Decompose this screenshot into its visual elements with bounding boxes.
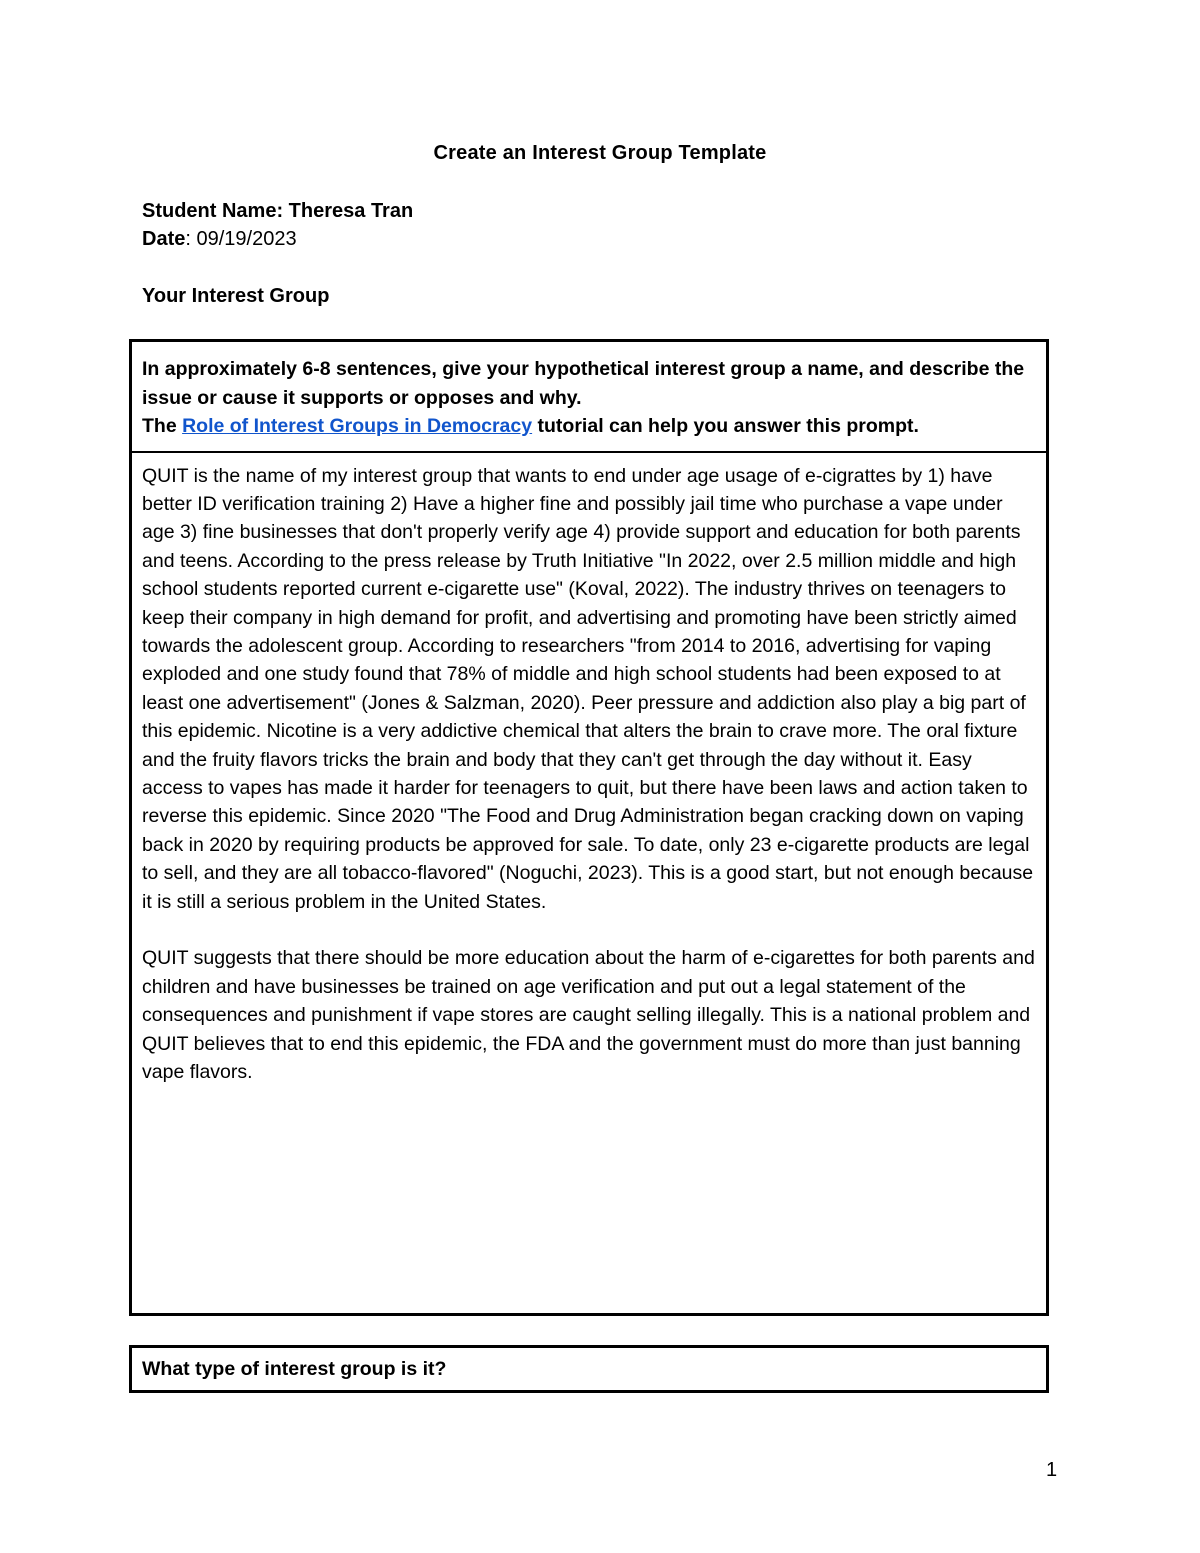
question-table — [129, 1345, 1049, 1393]
section-heading: Your Interest Group — [142, 285, 330, 307]
date-value: : 09/19/2023 — [185, 228, 297, 250]
date-line — [142, 228, 297, 251]
prompt-cell — [132, 342, 1046, 453]
question-text: What type of interest group is it? — [142, 1358, 447, 1380]
prompt-text: In approximately 6-8 sentences, give your hypothetical interest group a name, and describe the issue or cause it supports or opposes and why. — [142, 358, 1025, 409]
date-label: Date — [142, 228, 186, 250]
interest-group-table — [129, 339, 1049, 1316]
tutorial-link[interactable]: Role of Interest Groups in Democracy — [182, 415, 533, 437]
prompt-tutorial-line — [142, 412, 1036, 441]
answer-cell[interactable] — [132, 453, 1046, 1087]
prompt-post: tutorial can help you answer this prompt. — [532, 415, 919, 437]
student-name: Student Name: Theresa Tran — [142, 200, 414, 222]
page-number: 1 — [1046, 1459, 1058, 1481]
answer-paragraph-1: QUIT is the name of my interest group that wants to end under age usage of e-cigrattes by 1) have better ID verification training 2) Have a higher fine and possibly jail time who purchase a vape under age 3) fine businesses that don't properly verify age 4) provide support and education for both parents and teens. According to the press release by Truth Initiative "In 2022, over 2.5 million middle and high school students reported current e-cigarette use" (Koval, 2022). The industry thrives on teenagers to keep their company in high demand for profit, and advertising and promoting have been strictly aimed towards the adolescent group. According to researchers "from 2014 to 2016, advertising for vaping exploded and one study found that 78% of middle and high school students had been exposed to at least one advertisement" (Jones & Salzman, 2020). Peer pressure and addiction also play a big part of this epidemic. Nicotine is a very addictive chemical that alters the brain to crave more. The oral fixture and the fruity flavors tricks the brain and body that they can't get through the day without it. Easy access to vapes has made it harder for teenagers to quit, but there have been laws and action taken to reverse this epidemic. Since 2020 "The Food and Drug Administration began cracking down on vaping back in 2020 by requiring products be approved for sale. To date, only 23 e-cigarette products are legal to sell, and they are all tobacco-flavored" (Noguchi, 2023). This is a good start, but not enough because it is still a serious problem in the United States. — [142, 464, 1034, 913]
document-title: Create an Interest Group Template — [433, 142, 767, 164]
prompt-pre: The — [142, 415, 183, 437]
answer-paragraph-2: QUIT suggests that there should be more education about the harm of e-cigarettes for both parents and children and have businesses be trained on age verification and put out a legal statement of the consequences and punishment if vape stores are caught selling illegally. This is a national problem and QUIT believes that to end this epidemic, the FDA and the government must do more than just banning vape flavors. — [142, 947, 1035, 1084]
